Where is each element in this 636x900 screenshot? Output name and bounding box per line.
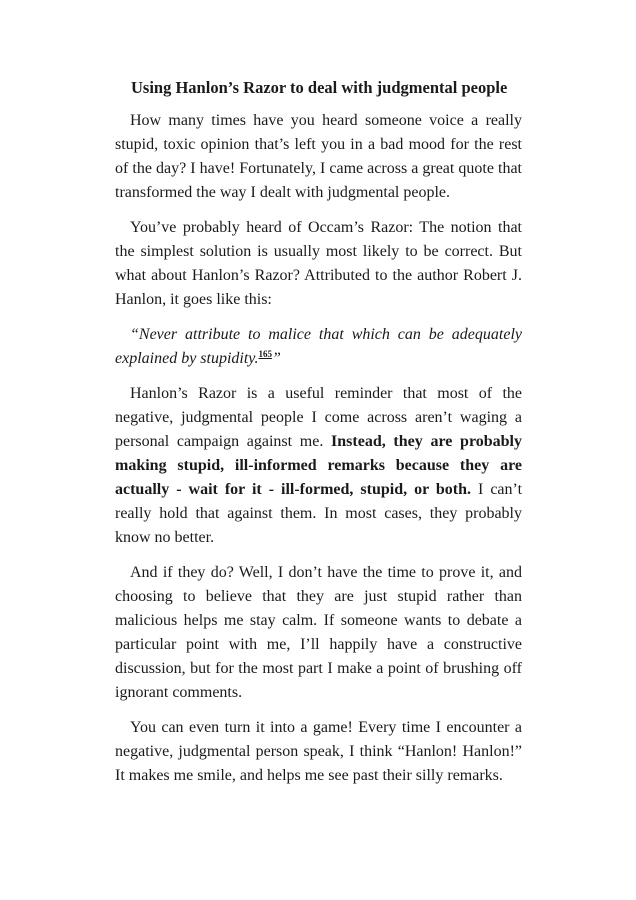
section-heading: Using Hanlon’s Razor to deal with judgmental people <box>131 78 508 97</box>
paragraph-text-after: I can’t really hold that against them. In most cases, they probably know no better. <box>115 481 523 546</box>
paragraph-text-before: Hanlon’s Razor is a useful reminder that most of the negative, judgmental people I come across aren’t waging a personal campaign against me. <box>115 385 522 450</box>
paragraph-occams-razor: You’ve probably heard of Occam’s Razor: The notion that the simplest solution is usually most likely to be correct. But what about Hanlon’s Razor? Attributed to the author Robert J. Hanlon, it goes like this: <box>115 219 522 308</box>
quote-close: ” <box>272 350 281 367</box>
paragraph-stay-calm: And if they do? Well, I don’t have the time to prove it, and choosing to believe that they are just stupid rather than malicious helps me stay calm. If someone wants to debate a particular point with me, I’ll happily have a constructive discussion, but for the most part I make a point of brushing off ignorant comments. <box>115 564 522 701</box>
quote-paragraph <box>115 323 522 371</box>
footnote-link[interactable]: 165 <box>258 349 273 359</box>
paragraph-bold-text: Instead, they are probably making stupid, ill-informed remarks because they are actually - wait for it - ill-formed, stupid, or both. <box>115 433 523 498</box>
paragraph-intro: How many times have you heard someone voice a really stupid, toxic opinion that’s left you in a bad mood for the rest of the day? I have! Fortunately, I came across a great quote that transformed the way I dealt with judgmental people. <box>115 112 522 201</box>
paragraph-game: You can even turn it into a game! Every time I encounter a negative, judgmental person speak, I think “Hanlon! Hanlon!” It makes me smile, and helps me see past their silly remarks. <box>115 719 522 784</box>
document-page <box>115 76 522 799</box>
paragraph-hanlons-razor <box>115 382 522 550</box>
quote-text: “Never attribute to malice that which can be adequately explained by stupidity. <box>115 326 522 367</box>
